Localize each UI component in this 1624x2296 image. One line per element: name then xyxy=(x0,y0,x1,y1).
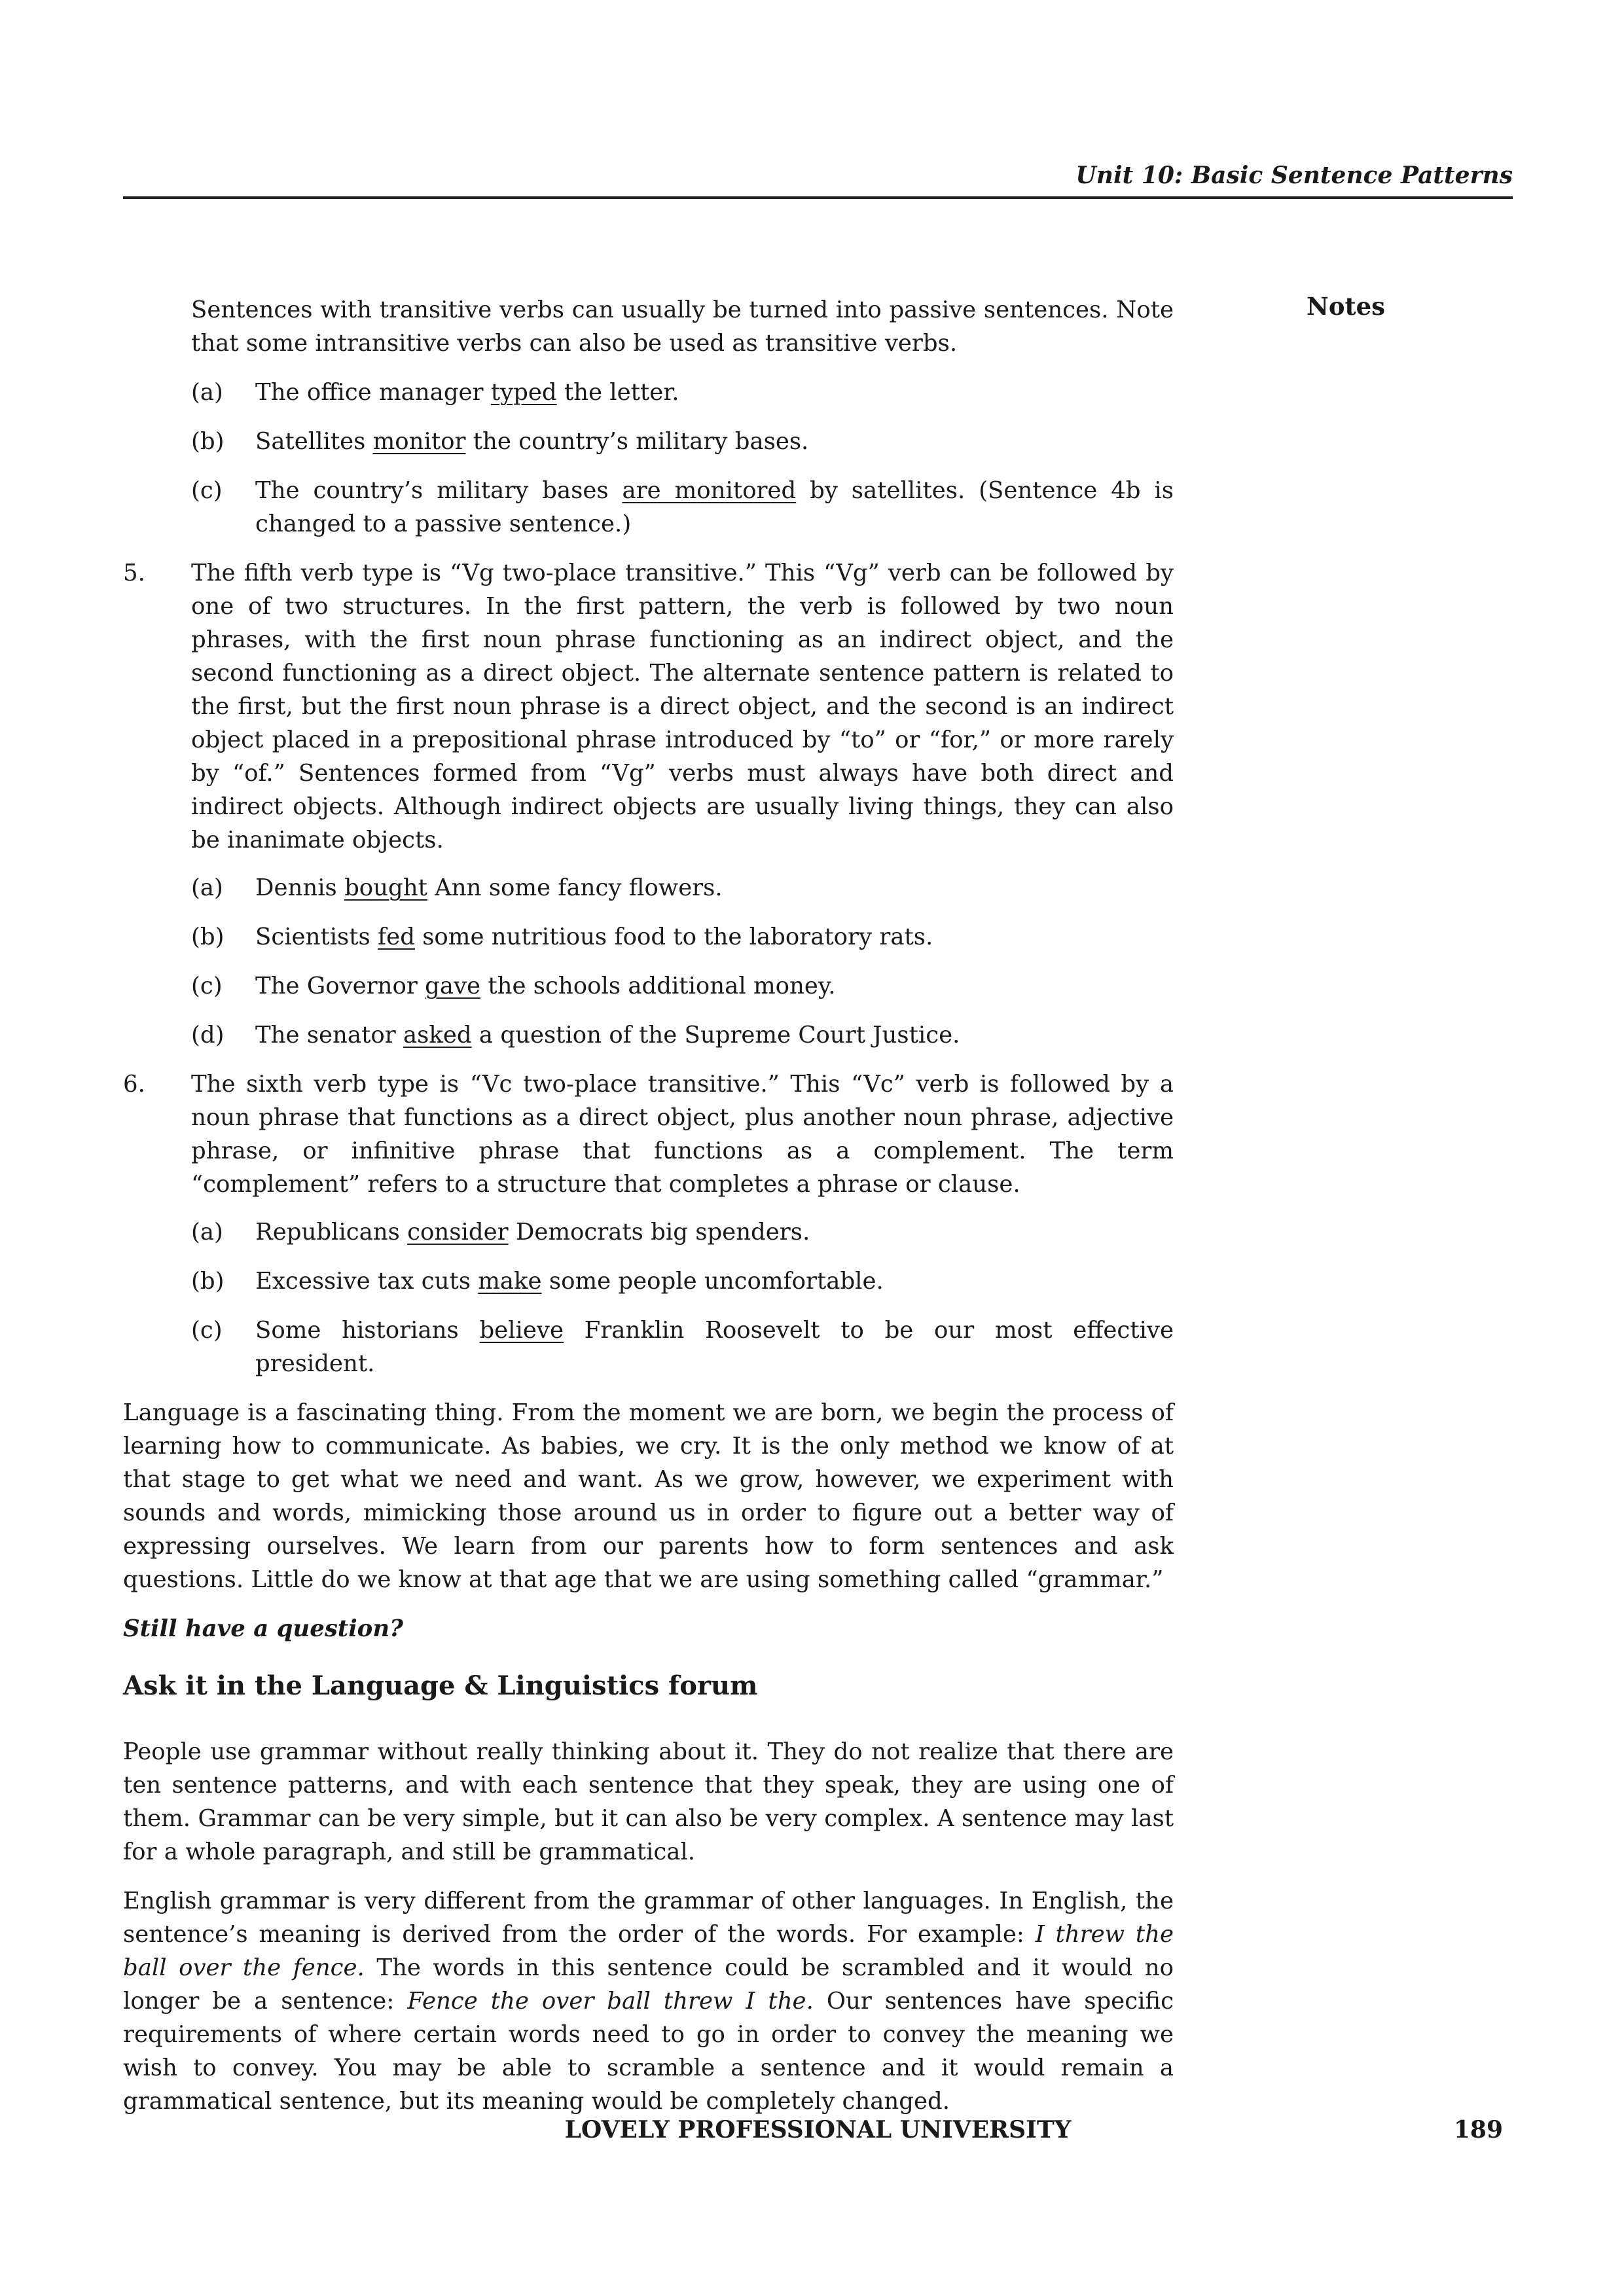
example-item xyxy=(191,871,1174,905)
underlined-verb: typed xyxy=(490,379,557,406)
example-item xyxy=(191,1018,1174,1052)
main-text xyxy=(123,293,1174,2118)
underlined-verb: fed xyxy=(378,924,415,950)
scrambled-sentence-italic: Fence the over ball threw I the. xyxy=(407,1988,814,2015)
example-label: (d) xyxy=(191,1022,225,1049)
underlined-verb: are monitored xyxy=(622,477,797,504)
people-paragraph: People use grammar without really thinking about it. They do not realize that there are ten sentence patterns, and with each sentence that they speak, they are using one of them. Grammar can be very simple, but it can also be very complex. A sentence may last for a whole paragraph, and still be grammatical. xyxy=(123,1738,1174,1865)
example-label: (c) xyxy=(191,973,223,999)
underlined-verb: gave xyxy=(425,973,481,999)
example-sentence: The office manager typed the letter. xyxy=(255,379,679,406)
example-sentence: The senator asked a question of the Supreme Court Justice. xyxy=(255,1022,960,1049)
example-item xyxy=(191,376,1174,409)
example-label: (b) xyxy=(191,924,225,950)
item-text: The fifth verb type is “Vg two-place transitive.” This “Vg” verb can be followed by one of two structures. In the first pattern, the verb is followed by two noun phrases, with the first noun phrase functioning as an indirect object, and the second functioning as a direct object. The alternate sentence pattern is related to the first, but the first noun phrase is a direct object, and the second is an indirect object placed in a prepositional phrase introduced by “to” or “for,” or more rarely by “of.” Sentences formed from “Vg” verbs must always have both direct and indirect objects. Although indirect objects are usually living things, they can also be inanimate objects. xyxy=(191,560,1174,853)
numbered-item-5 xyxy=(123,556,1174,857)
item-number: 5. xyxy=(123,560,145,586)
example-item xyxy=(191,425,1174,458)
example-sentence: The country’s military bases are monitored by satellites. (Sentence 4b is changed to a passive sentence.) xyxy=(255,477,1174,537)
item-text: The sixth verb type is “Vc two-place transitive.” This “Vc” verb is followed by a noun phrase that functions as a direct object, plus another noun phrase, adjective phrase, or infinitive phrase that functions as a complement. The term “complement” refers to a structure that completes a phrase or clause. xyxy=(191,1071,1174,1198)
language-paragraph: Language is a fascinating thing. From the moment we are born, we begin the process of learning how to communicate. As babies, we cry. It is the only method we know of at that stage to get what we need and want. As we grow, however, we experiment with sounds and words, mimicking those around us in order to figure out a better way of expressing ourselves. We learn from our parents how to form sentences and ask questions. Little do we know at that age that we are using something called “grammar.” xyxy=(123,1399,1174,1593)
example-sentence: Satellites monitor the country’s military bases. xyxy=(255,428,809,455)
intro-paragraph: Sentences with transitive verbs can usually be turned into passive sentences. Note that some intransitive verbs can also be used as transitive verbs. xyxy=(191,296,1174,357)
example-label: (a) xyxy=(191,1219,223,1246)
example-item xyxy=(191,1265,1174,1298)
example-sentence: Scientists fed some nutritious food to the laboratory rats. xyxy=(255,924,933,950)
example-item xyxy=(191,474,1174,541)
running-header: Unit 10: Basic Sentence Patterns xyxy=(123,161,1513,199)
university-name: LOVELY PROFESSIONAL UNIVERSITY xyxy=(564,2116,1072,2144)
example-label: (a) xyxy=(191,874,223,901)
example-sentence: The Governor gave the schools additional money. xyxy=(255,973,836,999)
underlined-verb: make xyxy=(478,1268,542,1295)
item-number: 6. xyxy=(123,1071,145,1098)
example-item xyxy=(191,1215,1174,1249)
example-sentence: Some historians believe Franklin Roosevelt to be our most effective president. xyxy=(255,1317,1174,1377)
page-footer xyxy=(123,2115,1513,2144)
english-grammar-paragraph: English grammar is very different from the grammar of other languages. In English, the sentence’s meaning is derived from the order of the words. For example: I threw the ball over the fence. The words in this sentence could be scrambled and it would no longer be a sentence: Fence the over ball threw I the. Our sentences have specific requirements of where certain words need to go in order to convey the meaning we wish to convey. You may be able to scramble a sentence and it would remain a grammatical sentence, but its meaning would be completely changed. xyxy=(123,1888,1174,2115)
example-label: (b) xyxy=(191,1268,225,1295)
example-sentence: Dennis bought Ann some fancy flowers. xyxy=(255,874,723,901)
example-sentence: Excessive tax cuts make some people uncomfortable. xyxy=(255,1268,884,1295)
underlined-verb: believe xyxy=(479,1317,564,1344)
example-sentence: Republicans consider Democrats big spenders. xyxy=(255,1219,810,1246)
underlined-verb: bought xyxy=(344,874,427,901)
still-have-question: Still have a question? xyxy=(123,1615,403,1642)
notes-margin-label: Notes xyxy=(1307,292,1385,321)
underlined-verb: consider xyxy=(407,1219,509,1246)
example-label: (c) xyxy=(191,1317,223,1344)
example-item xyxy=(191,920,1174,954)
example-item xyxy=(191,969,1174,1003)
underlined-verb: monitor xyxy=(372,428,466,455)
example-sentence-italic: I threw the ball over the fence. xyxy=(123,1921,1174,1981)
example-label: (c) xyxy=(191,477,223,504)
page-number: 189 xyxy=(1453,2116,1503,2144)
example-label: (a) xyxy=(191,379,223,406)
example-item xyxy=(191,1314,1174,1380)
example-label: (b) xyxy=(191,428,225,455)
numbered-item-6 xyxy=(123,1067,1174,1201)
forum-heading: Ask it in the Language & Linguistics forum xyxy=(123,1670,758,1701)
underlined-verb: asked xyxy=(403,1022,472,1049)
